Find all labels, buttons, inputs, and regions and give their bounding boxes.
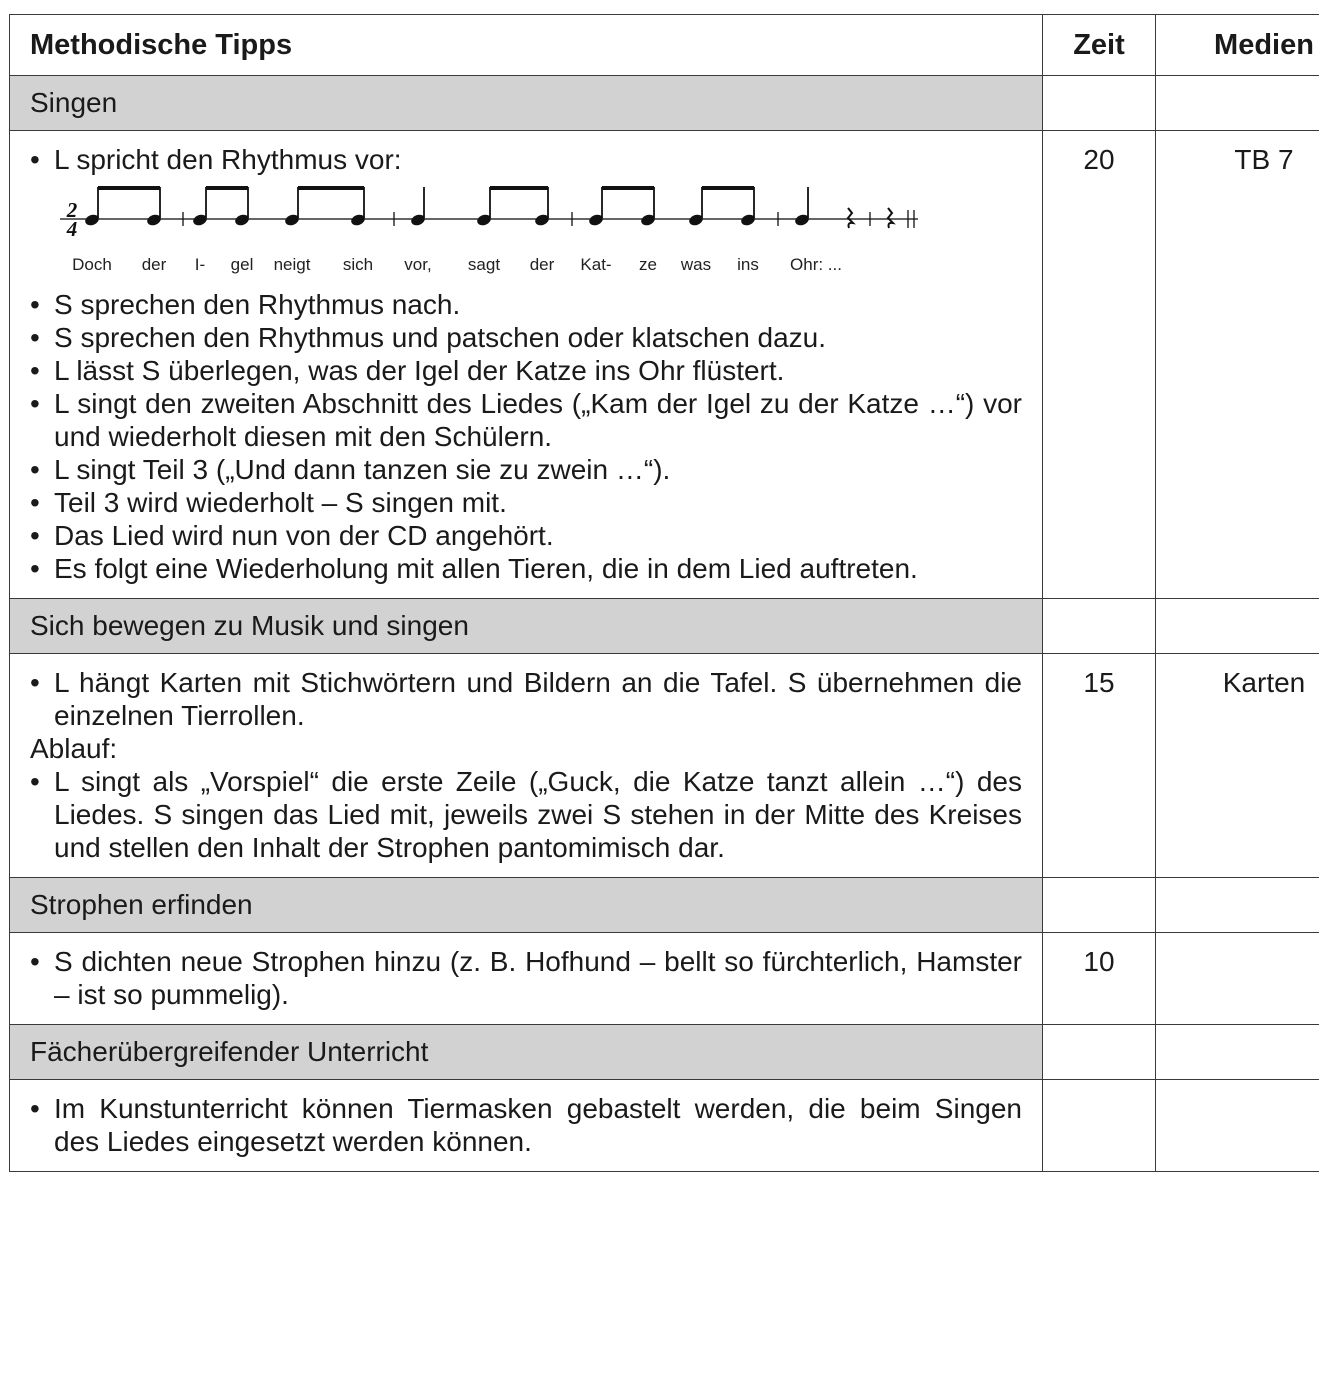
lyric-syllable: der — [529, 255, 555, 274]
list-item: • L lässt S überlegen, was der Igel der Katze ins Ohr flüstert. — [30, 354, 1022, 387]
rhythm-lyrics — [72, 255, 842, 274]
bewegen-tips — [10, 654, 1043, 878]
section-row-faecher — [10, 1025, 1319, 1080]
table-header-row — [10, 15, 1319, 76]
section-row-singen — [10, 76, 1319, 131]
lyric-syllable: sagt — [467, 255, 501, 274]
rhythm-notation — [50, 186, 950, 286]
time-signature-top: 2 — [66, 198, 78, 222]
lyric-syllable: ze — [639, 255, 657, 274]
lyric-syllable: I- — [194, 255, 206, 274]
list-item: • Im Kunstunterricht können Tiermasken gebastelt werden, die beim Singen des Liedes eingesetzt werden können. — [30, 1092, 1022, 1158]
zeit-cell — [1043, 1080, 1156, 1172]
medien-cell — [1156, 1080, 1319, 1172]
content-row-singen — [10, 131, 1319, 599]
medien-cell — [1156, 933, 1319, 1025]
lyric-syllable: ins — [737, 255, 759, 274]
list-item: • L hängt Karten mit Stichwörtern und Bildern an die Tafel. S übernehmen die einzelnen Tierrollen. — [30, 666, 1022, 732]
lyric-syllable: gel — [230, 255, 254, 274]
list-item: • L singt als „Vorspiel“ die erste Zeile („Guck, die Katze tanzt allein …“) des Liedes. S singen das Lied mit, jeweils zwei S stehen in der Mitte des Kreises und stellen den Inhalt der Strophen pantomimisch dar. — [30, 765, 1022, 864]
section-row-bewegen — [10, 599, 1319, 654]
list-item: • L singt Teil 3 („Und dann tanzen sie zu zwein …“). — [30, 453, 1022, 486]
header-zeit: Zeit — [1043, 15, 1156, 76]
section-title: Singen — [10, 76, 1043, 131]
content-row-faecher — [10, 1080, 1319, 1172]
header-medien: Medien — [1156, 15, 1319, 76]
medien-cell: Karten — [1156, 654, 1319, 878]
lyric-syllable: Kat- — [580, 255, 612, 274]
lyric-syllable: vor, — [404, 255, 432, 274]
lyric-syllable: sich — [342, 255, 374, 274]
lesson-plan-table — [9, 14, 1319, 1172]
list-item: • S sprechen den Rhythmus und patschen oder klatschen dazu. — [30, 321, 1022, 354]
lyric-syllable: neigt — [273, 255, 311, 274]
ablauf-label: Ablauf: — [30, 733, 118, 764]
content-row-strophen — [10, 933, 1319, 1025]
list-item: • L spricht den Rhythmus vor: — [30, 143, 1022, 176]
zeit-cell: 15 — [1043, 654, 1156, 878]
faecher-tips — [10, 1080, 1043, 1172]
list-item: • S sprechen den Rhythmus nach. — [30, 288, 1022, 321]
section-title: Sich bewegen zu Musik und singen — [10, 599, 1043, 654]
section-row-strophen — [10, 878, 1319, 933]
lyric-syllable: der — [141, 255, 167, 274]
zeit-cell: 20 — [1043, 131, 1156, 599]
list-item: • L singt den zweiten Abschnitt des Liedes („Kam der Igel zu der Katze …“) vor und wiederholt diesen mit den Schülern. — [30, 387, 1022, 453]
singen-tips — [10, 131, 1043, 599]
list-item: • S dichten neue Strophen hinzu (z. B. Hofhund – bellt so fürchterlich, Hamster – ist so pummelig). — [30, 945, 1022, 1011]
content-row-bewegen — [10, 654, 1319, 878]
strophen-tips — [10, 933, 1043, 1025]
list-item: • Das Lied wird nun von der CD angehört. — [30, 519, 1022, 552]
list-item: • Teil 3 wird wiederholt – S singen mit. — [30, 486, 1022, 519]
section-title: Strophen erfinden — [10, 878, 1043, 933]
header-methodische-tipps: Methodische Tipps — [10, 15, 1043, 76]
section-title: Fächerübergreifender Unterricht — [10, 1025, 1043, 1080]
time-signature-bottom: 4 — [66, 217, 78, 241]
lyric-syllable: Doch — [72, 255, 112, 274]
zeit-cell: 10 — [1043, 933, 1156, 1025]
lyric-syllable: Ohr: ... — [790, 255, 842, 274]
lyric-syllable: was — [680, 255, 712, 274]
medien-cell: TB 7 — [1156, 131, 1319, 599]
notes — [84, 186, 914, 228]
list-item: • Es folgt eine Wiederholung mit allen Tieren, die in dem Lied auftreten. — [30, 552, 1022, 585]
